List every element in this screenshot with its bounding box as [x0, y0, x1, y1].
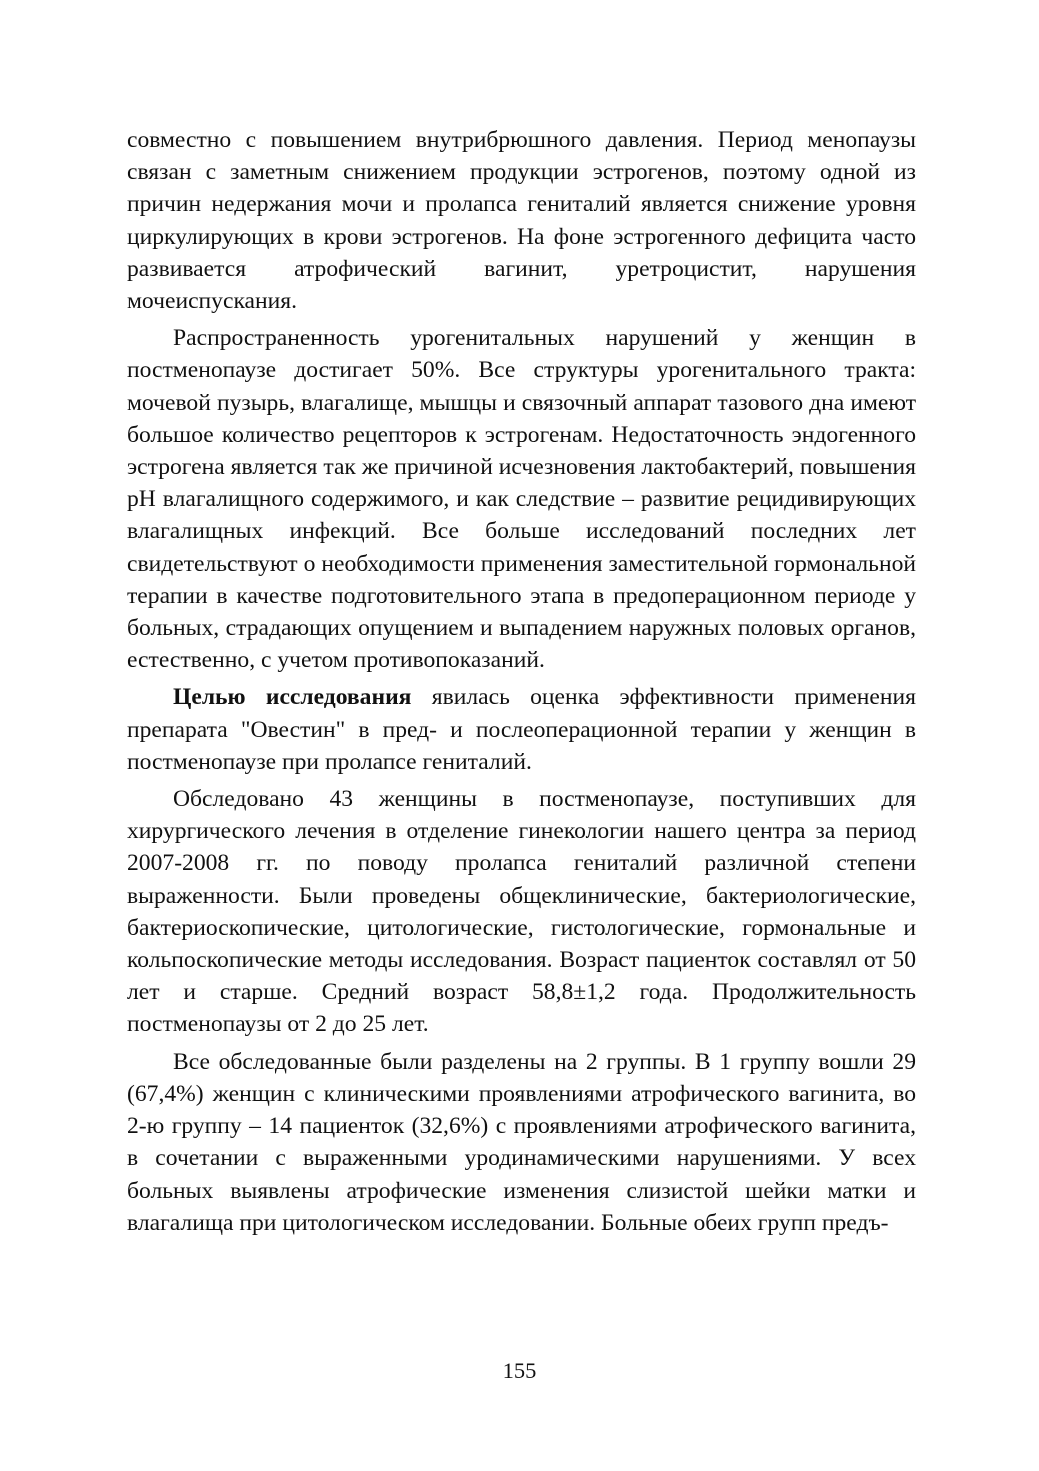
paragraph: [127, 681, 916, 778]
body-text: [127, 124, 916, 1239]
paragraph-text: Обследовано 43 женщины в постменопаузе, поступивших для хирургического лечения в отделение гинекологии нашего центра за период 2007-2008 гг. по поводу пролапса гениталий различной степени выраженности. Были проведены общеклинические, бактериологические, бактериоскопические, цитологические, гистологические, гормональные и кольпоскопические методы исследования. Возраст пациенток составлял от 50 лет и старше. Средний возраст 58,8±1,2 года. Продолжительность постменопаузы от 2 до 25 лет.: [127, 786, 916, 1038]
paragraph-lead: Целью исследования: [173, 684, 412, 711]
paragraph-text: совместно с повышением внутрибрюшного давления. Период менопаузы связан с заметным снижением продукции эстрогенов, поэтому одной из причин недержания мочи и пролапса гениталий является снижение уровня циркулирующих в крови эстрогенов. На фоне эстрогенного дефицита часто развивается атрофический вагинит, уретроцистит, нарушения мочеиспускания.: [127, 127, 916, 315]
paragraph-text: Все обследованные были разделены на 2 группы. В 1 группу вошли 29 (67,4%) женщин с клиническими проявлениями атрофического вагинита, во 2-ю группу – 14 пациенток (32,6%) с проявлениями атрофического вагинита, в сочетании с выраженными уродинамическими нарушениями. У всех больных выявлены атрофические изменения слизистой шейки матки и влагалища при цитологическом исследовании. Больные обеих групп предъ-: [127, 1048, 916, 1236]
paragraph: [127, 783, 916, 1041]
paragraph: [127, 124, 916, 317]
paragraph-text: Распространенность урогенитальных нарушений у женщин в постменопаузе достигает 50%. Все структуры урогенитального тракта: мочевой пузырь, влагалище, мышцы и связочный аппарат тазового дна имеют большое количество рецепторов к эстрогенам. Недостаточность эндогенного эстрогена является так же причиной исчезновения лактобактерий, повышения pH влагалищного содержимого, и как следствие – развитие рецидивирующих влагалищных инфекций. Все больше исследований последних лет свидетельствуют о необходимости применения заместительной гормональной терапии в качестве подготовительного этапа в предоперационном периоде у больных, страдающих опущением и выпадением наружных половых органов, естественно, с учетом противопоказаний.: [127, 325, 916, 674]
page-number: 155: [502, 1358, 537, 1383]
paragraph: [127, 322, 916, 676]
document-page: [127, 124, 916, 1444]
paragraph: [127, 1046, 916, 1239]
paragraph-text: явилась оценка эффективности применения препарата "Овестин" в пред- и послеоперационной терапии у женщин в постменопаузе при пролапсе гениталий.: [127, 684, 916, 775]
